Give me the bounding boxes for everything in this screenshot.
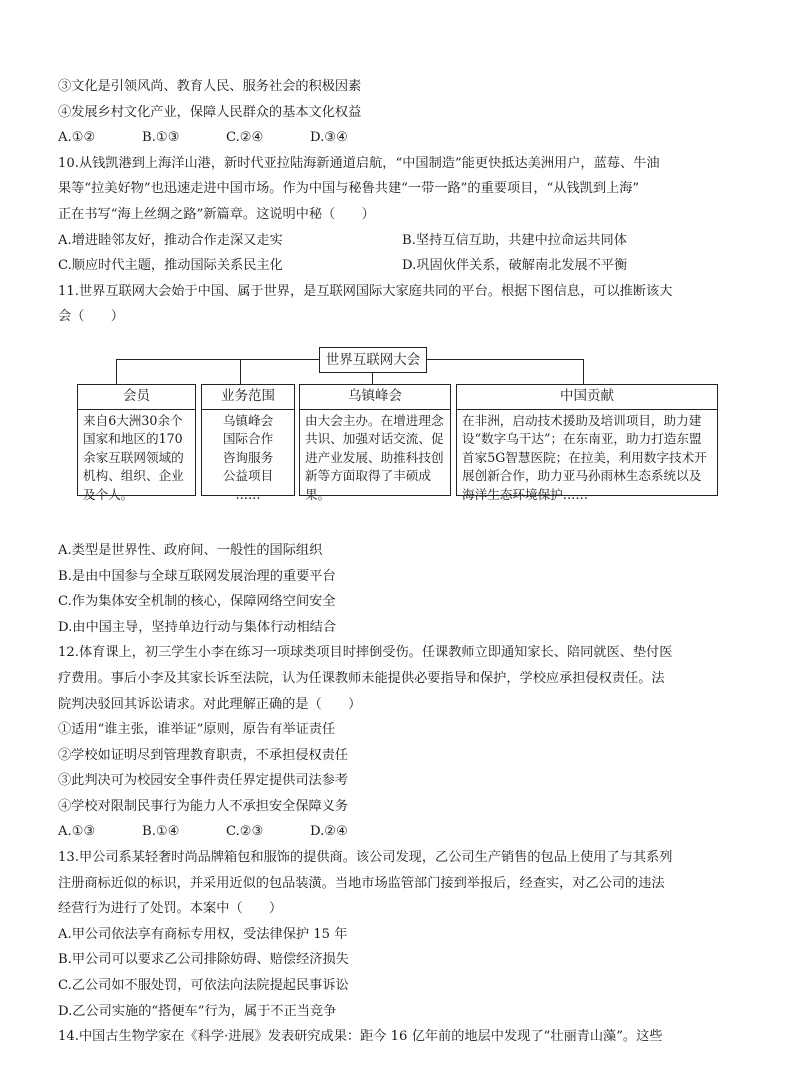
col-scope-body: 乌镇峰会 国际合作 咨询服务 公益项目 ……	[222, 412, 274, 502]
statement-3: ③文化是引领风尚、教育人民、服务社会的积极因素	[58, 79, 362, 94]
diagram-root-box: 世界互联网大会	[319, 347, 427, 373]
q14-stem-line-1: 14.中国古生物学家在《科学·进展》发表研究成果：距今 16 亿年前的地层中发现了“壮丽青山藻”。这些	[58, 1029, 663, 1045]
q11-diagram	[58, 330, 746, 538]
q12-statement-1: ①适用“谁主张，谁举证”原则，原告有举证责任	[58, 722, 336, 738]
q10-option-d: D.巩固伙伴关系，破解南北发展不平衡	[402, 258, 628, 274]
q11-option-c: C.作为集体安全机制的核心，保障网络空间安全	[58, 594, 336, 610]
q13-stem-line-1: 13.甲公司系某轻奢时尚品牌箱包和服饰的提供商。该公司发现，乙公司生产销售的包品上使用了与其系列	[58, 850, 673, 866]
q13-stem-line-2: 注册商标近似的标识，并采用近似的包品装潢。当地市场监管部门接到举报后，经查实，对乙公司的违法	[58, 875, 665, 891]
q12-option-a: A.①③	[58, 824, 96, 840]
q10-options-row-2	[58, 253, 746, 279]
q11-stem-line-1: 11.世界互联网大会始于中国、属于世界，是互联网国际大家庭共同的平台。根据下图信息，可以推断该大	[58, 283, 673, 299]
q12-statement-2: ②学校如证明尽到管理教育职责，不承担侵权责任	[58, 747, 349, 763]
diagram-col-china	[456, 384, 718, 502]
q12-stem-line-2: 疗费用。事后小李及其家长诉至法院，认为任课教师未能提供必要指导和保护，学校应承担侵权责任。法	[58, 670, 665, 686]
q10-option-a: A.增进睦邻友好，推动合作走深又走实	[58, 232, 283, 248]
q13-option-c: C.乙公司如不服处罚，可依法向法院提起民事诉讼	[58, 978, 349, 994]
option-b: B.①③	[142, 130, 180, 146]
option-a: A.①②	[58, 130, 96, 146]
prev-question-options	[58, 125, 746, 151]
connector-col-4	[583, 359, 584, 384]
q12-option-c: C.②③	[226, 824, 264, 840]
q11-option-b: B.是由中国参与全球互联网发展治理的重要平台	[58, 568, 336, 584]
q10-stem-line-3: 正在书写“海上丝绸之路”新篇章。这说明中秘（ ）	[58, 206, 375, 222]
q12-options	[58, 819, 746, 845]
col-china-title: 中国贡献	[457, 385, 717, 410]
q13-stem-line-3: 经营行为进行了处罚。本案中（ ）	[58, 901, 283, 917]
q12-statement-3: ③此判决可为校园安全事件责任界定提供司法参考	[58, 773, 349, 789]
exam-content	[58, 74, 746, 1050]
q10-option-c: C.顺应时代主题，推动国际关系民主化	[58, 258, 283, 274]
col-scope-title: 业务范围	[202, 385, 294, 410]
connector-left	[116, 359, 319, 360]
q10-options-row-1	[58, 228, 746, 254]
option-c: C.②④	[226, 130, 264, 146]
diagram-col-members	[77, 384, 196, 502]
col-members-title: 会员	[78, 385, 195, 410]
diagram-col-wuzhen	[299, 384, 451, 502]
q10-option-b: B.坚持互信互助，共建中拉命运共同体	[402, 232, 627, 248]
q12-stem-line-1: 12.体育课上，初三学生小李在练习一项球类项目时摔倒受伤。任课教师立即通知家长、陪同就医、垫付医	[58, 645, 673, 661]
diagram-col-scope	[201, 384, 295, 502]
q13-option-b: B.甲公司可以要求乙公司排除妨碍、赔偿经济损失	[58, 952, 349, 968]
q10-stem-line-2: 果等“拉美好物”也迅速走进中国市场。作为中国与秘鲁共建“一带一路”的重要项目，“从钱凯到上海”	[58, 181, 640, 197]
q12-option-b: B.①④	[142, 824, 180, 840]
q11-option-d: D.由中国主导，坚持单边行动与集体行动相结合	[58, 619, 337, 635]
q11-option-a: A.类型是世界性、政府间、一般性的国际组织	[58, 542, 323, 558]
col-members-body: 来自6大洲30余个国家和地区的170余家互联网领域的机构、组织、企业及个人。	[83, 412, 184, 502]
col-wuzhen-body: 由大会主办。在增进理念共识、加强对话交流、促进产业发展、助推科技创新等方面取得了丰硕成果。	[305, 412, 444, 502]
connector-right	[427, 359, 583, 360]
connector-col-1	[116, 359, 117, 384]
statement-4: ④发展乡村文化产业，保障人民群众的基本文化权益	[58, 104, 362, 120]
q13-option-d: D.乙公司实施的“搭便车”行为，属于不正当竞争	[58, 1003, 337, 1019]
q11-stem-line-2: 会（ ）	[58, 309, 124, 325]
col-wuzhen-title: 乌镇峰会	[300, 385, 450, 410]
q12-stem-line-3: 院判决驳回其诉讼请求。对此理解正确的是（ ）	[58, 696, 362, 712]
col-china-body: 在非洲，启动技术援助及培训项目，助力建设“数字乌干达”；在东南亚，助力打造东盟首家5G智慧医院；在拉美，利用数字技术开展创新合作，助力亚马孙雨林生态系统以及海洋生态环境保护……	[462, 412, 707, 502]
q12-option-d: D.②④	[310, 824, 348, 840]
q10-stem-line-1: 10.从钱凯港到上海洋山港，新时代亚拉陆海新通道启航，“中国制造”能更快抵达美洲用户，蓝莓、牛油	[58, 155, 660, 171]
option-d: D.③④	[310, 130, 348, 146]
connector-col-3	[372, 373, 373, 384]
q13-option-a: A.甲公司依法享有商标专用权，受法律保护 15 年	[58, 926, 348, 942]
q12-statement-4: ④学校对限制民事行为能力人不承担安全保障义务	[58, 798, 349, 814]
connector-col-2	[240, 359, 241, 384]
